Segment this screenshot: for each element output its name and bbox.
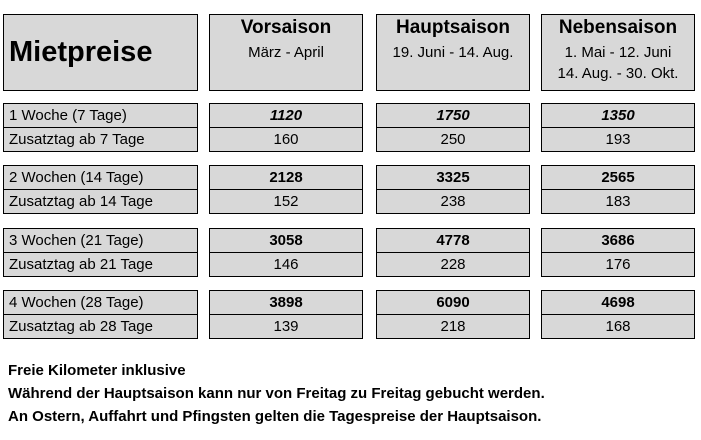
season-dates-line-1: 1. Mai - 12. Juni: [564, 44, 672, 61]
extra-day-label: Zusatztag ab 7 Tage: [9, 130, 145, 148]
extra-day-value: 183: [605, 192, 631, 210]
price-cell-nebensaison: [541, 165, 695, 214]
extra-day-value: 228: [440, 255, 466, 273]
note-holiday-rates: An Ostern, Auffahrt und Pfingsten gelten die Tagespreise der Hauptsaison.: [8, 408, 542, 425]
price-row-label-4: [3, 290, 198, 339]
extra-day-label: Zusatztag ab 28 Tage: [9, 317, 153, 335]
extra-day-value: 139: [273, 317, 299, 335]
price-row-label-1: [3, 103, 198, 152]
price-value: 4698: [542, 291, 694, 315]
duration-label: 1 Woche (7 Tage): [4, 104, 197, 128]
season-header-nebensaison: [541, 14, 695, 91]
price-row-label-3: [3, 228, 198, 277]
extra-day-value: 193: [605, 130, 631, 148]
extra-day-label: Zusatztag ab 21 Tage: [9, 255, 153, 273]
season-name: Nebensaison: [558, 17, 678, 38]
extra-day-value: 152: [273, 192, 299, 210]
extra-day-value: 238: [440, 192, 466, 210]
price-cell-vorsaison: [209, 103, 363, 152]
note-kilometers: Freie Kilometer inklusive: [8, 362, 186, 379]
price-value: 1350: [542, 104, 694, 128]
season-dates: 19. Juni - 14. Aug.: [392, 44, 514, 61]
season-name: Vorsaison: [240, 17, 332, 38]
price-cell-vorsaison: [209, 290, 363, 339]
price-value: 3325: [377, 166, 529, 190]
season-header-hauptsaison: [376, 14, 530, 91]
duration-label: 4 Wochen (28 Tage): [4, 291, 197, 315]
page-title: Mietpreise: [3, 14, 198, 91]
season-header-vorsaison: [209, 14, 363, 91]
duration-label: 2 Wochen (14 Tage): [4, 166, 197, 190]
season-dates: [558, 42, 679, 84]
price-cell-vorsaison: [209, 228, 363, 277]
price-value: 3898: [210, 291, 362, 315]
price-row-label-2: [3, 165, 198, 214]
price-value: 2128: [210, 166, 362, 190]
price-cell-hauptsaison: [376, 103, 530, 152]
extra-day-value: 160: [273, 130, 299, 148]
price-cell-nebensaison: [541, 290, 695, 339]
extra-day-value: 146: [273, 255, 299, 273]
extra-day-label: Zusatztag ab 14 Tage: [9, 192, 153, 210]
price-cell-nebensaison: [541, 228, 695, 277]
price-cell-vorsaison: [209, 165, 363, 214]
price-value: 1120: [210, 104, 362, 128]
price-value: 3686: [542, 229, 694, 253]
price-value: 2565: [542, 166, 694, 190]
note-booking-rule: Während der Hauptsaison kann nur von Freitag zu Freitag gebucht werden.: [8, 385, 545, 402]
price-cell-hauptsaison: [376, 165, 530, 214]
price-value: 3058: [210, 229, 362, 253]
extra-day-value: 168: [605, 317, 631, 335]
extra-day-value: 176: [605, 255, 631, 273]
season-name: Hauptsaison: [395, 17, 511, 38]
duration-label: 3 Wochen (21 Tage): [4, 229, 197, 253]
season-dates: März - April: [248, 44, 324, 61]
price-cell-hauptsaison: [376, 228, 530, 277]
price-cell-nebensaison: [541, 103, 695, 152]
price-value: 6090: [377, 291, 529, 315]
price-cell-hauptsaison: [376, 290, 530, 339]
extra-day-value: 218: [440, 317, 466, 335]
price-value: 1750: [377, 104, 529, 128]
extra-day-value: 250: [440, 130, 466, 148]
season-dates-line-2: 14. Aug. - 30. Okt.: [557, 65, 679, 82]
price-value: 4778: [377, 229, 529, 253]
